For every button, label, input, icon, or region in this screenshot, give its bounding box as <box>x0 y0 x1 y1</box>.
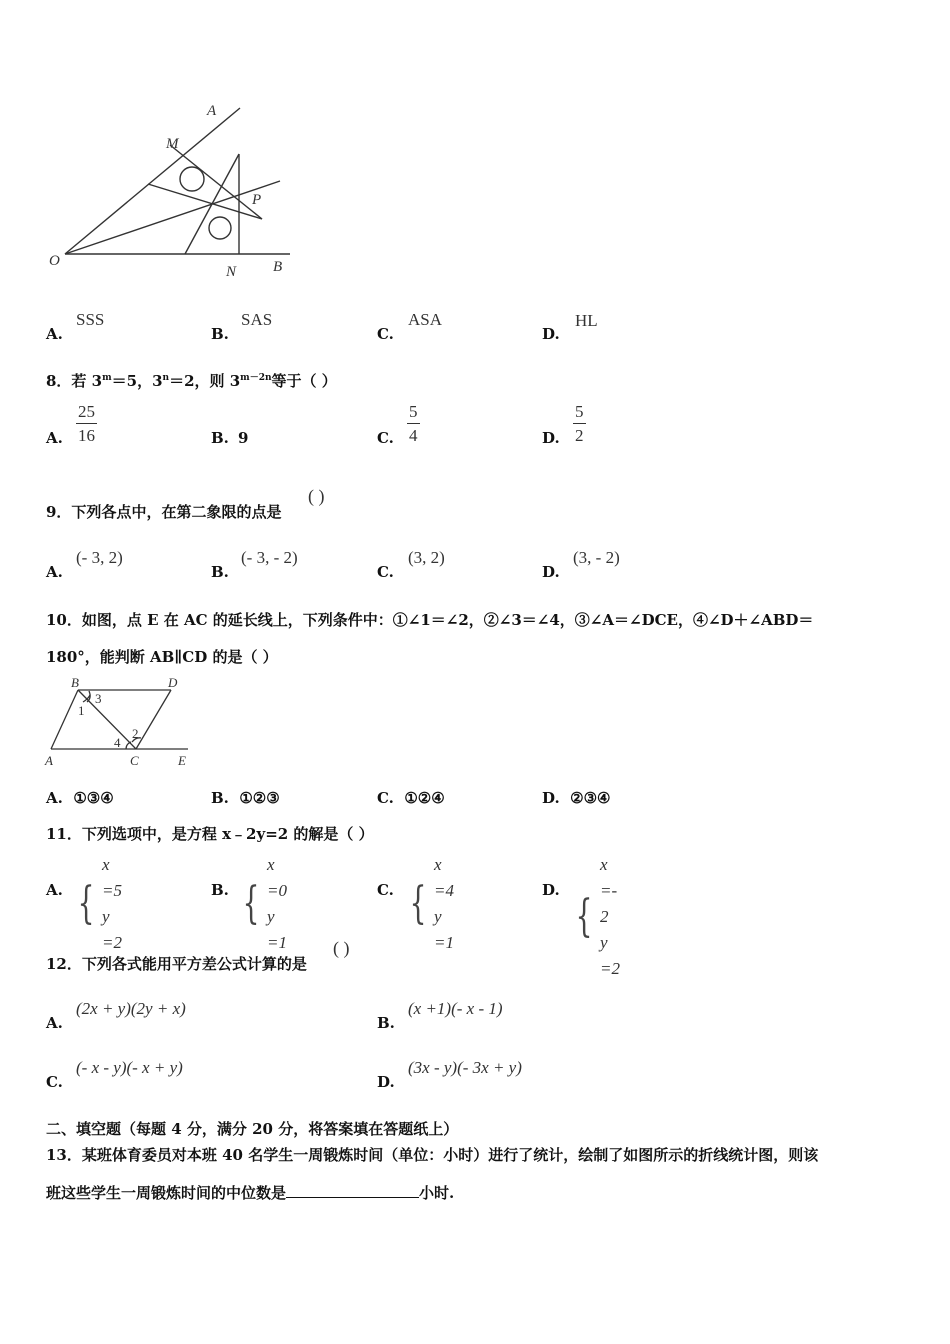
q10-stem-line2: 180°，能判断 AB∥CD 的是（ ） <box>46 648 278 666</box>
fig2-label-B: B <box>71 675 79 690</box>
line-DC <box>136 690 171 749</box>
option-label: C. <box>377 429 394 447</box>
denominator: 16 <box>78 426 95 445</box>
option-value: (x +1)(- x - 1) <box>408 999 503 1018</box>
option-label: A. <box>46 789 63 807</box>
figure-parallel-lines <box>40 672 200 772</box>
option-label: C. <box>377 563 394 581</box>
option-value: ①②③ <box>239 789 280 807</box>
q10-option-a[interactable] <box>46 789 114 807</box>
option-value: ①③④ <box>73 789 114 807</box>
eq-line-1: x =- 2 <box>600 855 618 926</box>
line-AB <box>51 690 78 749</box>
equation-system <box>570 852 620 982</box>
eq-line-1: x =5 <box>102 855 122 900</box>
fraction <box>76 403 97 444</box>
option-value: SAS <box>241 310 273 329</box>
ruler-hole-1 <box>180 167 204 191</box>
q11-stem: 11．下列选项中，是方程 x﹣2y=2 的解是（ ） <box>46 825 374 843</box>
brace-icon: { <box>409 878 427 929</box>
fig2-label-2: 2 <box>132 726 139 741</box>
fig1-label-A: A <box>207 103 217 119</box>
option-value: (3x - y)(- 3x + y) <box>408 1058 522 1077</box>
section-title: 二、填空题（每题 4 分，满分 20 分，将答案填在答题纸上） <box>46 1120 459 1138</box>
q13-stem-line2 <box>46 1182 454 1203</box>
q12-stem: 12．下列各式能用平方差公式计算的是 <box>46 955 307 973</box>
option-label: B. <box>211 325 229 343</box>
option-value: (3, 2) <box>408 548 445 567</box>
triangle-ruler-2-hyp <box>185 154 239 254</box>
option-value: 9 <box>238 429 249 447</box>
option-label: D. <box>542 789 560 807</box>
figure-angle-bisector <box>40 95 300 285</box>
option-label: B. <box>377 1014 395 1032</box>
option-value: (- 3, - 2) <box>241 548 298 567</box>
option-value: (3, - 2) <box>573 548 620 567</box>
q13-stem-line1: 13．某班体育委员对本班 40 名学生一周锻炼时间（单位：小时）进行了统计，绘制了如图所示的折线统计图，则该 <box>46 1146 819 1164</box>
answer-blank[interactable] <box>286 1183 419 1198</box>
q8-sup-m: m <box>102 373 112 383</box>
fig2-label-E: E <box>178 753 186 768</box>
numerator: 5 <box>573 403 586 424</box>
brace-icon: { <box>242 878 260 929</box>
option-value: ①②④ <box>404 789 445 807</box>
denominator: 4 <box>409 426 418 445</box>
option-label: D. <box>542 881 560 899</box>
equation-system <box>404 852 454 956</box>
option-label: D. <box>542 325 560 343</box>
fig2-label-C: C <box>130 753 139 768</box>
option-label: B. <box>211 429 229 447</box>
eq-line-2: y =1 <box>267 907 287 952</box>
option-label: A. <box>46 325 63 343</box>
eq-line-2: y =2 <box>600 933 620 978</box>
eq-line-2: y =1 <box>434 907 454 952</box>
option-label: A. <box>46 881 63 899</box>
fraction <box>573 403 586 444</box>
option-label: A. <box>46 1014 63 1032</box>
q10-option-c[interactable] <box>377 789 445 807</box>
fig2-label-1: 1 <box>78 703 85 718</box>
q8-sup-n: n <box>162 373 170 383</box>
denominator: 2 <box>575 426 584 445</box>
q8-prefix: 8．若 3 <box>46 372 103 390</box>
q8-suffix: 等于（ ） <box>271 372 337 390</box>
option-value: SSS <box>76 310 105 329</box>
option-label: C. <box>377 789 394 807</box>
equation-system <box>237 852 287 956</box>
option-value: (- x - y)(- x + y) <box>76 1058 183 1077</box>
fig1-label-N: N <box>226 264 237 280</box>
q13-suffix: 小时. <box>419 1184 455 1202</box>
option-label: C. <box>377 325 394 343</box>
q8-mid1: ＝5，3 <box>111 372 163 390</box>
eq-line-1: x =4 <box>434 855 454 900</box>
q13-prefix: 班这些学生一周锻炼时间的中位数是 <box>46 1184 287 1202</box>
fig2-label-A: A <box>45 753 53 768</box>
fig1-label-P: P <box>252 192 262 208</box>
fig2-label-D: D <box>168 675 178 690</box>
brace-icon: { <box>77 878 95 929</box>
numerator: 5 <box>407 403 420 424</box>
triangle-ruler-1-base <box>148 184 262 219</box>
q8-mid2: ＝2，则 3 <box>169 372 241 390</box>
q8-sup-exp: m－2n <box>240 373 272 383</box>
option-label: D. <box>542 563 560 581</box>
fig1-label-O: O <box>49 253 60 269</box>
fig2-label-3: 3 <box>95 691 102 706</box>
eq-line-2: y =2 <box>102 907 122 952</box>
equation-system <box>72 852 122 956</box>
option-value: HL <box>575 311 598 330</box>
option-label: D. <box>542 429 560 447</box>
option-value: (2x + y)(2y + x) <box>76 999 186 1018</box>
eq-line-1: x =0 <box>267 855 287 900</box>
q10-stem-line1: 10．如图，点 E 在 AC 的延长线上，下列条件中：①∠1＝∠2，②∠3＝∠4，③∠A＝∠DCE，④∠D＋∠ABD＝ <box>46 611 814 629</box>
option-label: D. <box>377 1073 395 1091</box>
option-label: A. <box>46 429 63 447</box>
fig1-label-M: M <box>166 136 179 152</box>
option-label: B. <box>211 563 229 581</box>
option-value: ②③④ <box>570 789 611 807</box>
fig1-label-B: B <box>273 259 283 275</box>
q10-option-d[interactable] <box>542 789 611 807</box>
option-label: C. <box>46 1073 63 1091</box>
angle-arc-4 <box>126 742 131 749</box>
option-label: B. <box>211 881 229 899</box>
q12-answer-paren: ( ) <box>333 938 350 958</box>
q9-answer-paren: ( ) <box>308 486 325 506</box>
fig2-label-4: 4 <box>114 735 121 750</box>
triangle-ruler-1-edge <box>170 145 262 219</box>
q9-stem: 9．下列各点中，在第二象限的点是 <box>46 503 282 521</box>
fraction <box>407 403 420 444</box>
brace-icon: { <box>575 891 593 942</box>
option-value: (- 3, 2) <box>76 548 123 567</box>
option-label: A. <box>46 563 63 581</box>
q10-option-b[interactable] <box>211 789 280 807</box>
ruler-hole-2 <box>209 217 231 239</box>
q8-stem <box>46 370 337 391</box>
option-value: ASA <box>408 310 443 329</box>
option-label: C. <box>377 881 394 899</box>
numerator: 25 <box>76 403 97 424</box>
option-label: B. <box>211 789 229 807</box>
